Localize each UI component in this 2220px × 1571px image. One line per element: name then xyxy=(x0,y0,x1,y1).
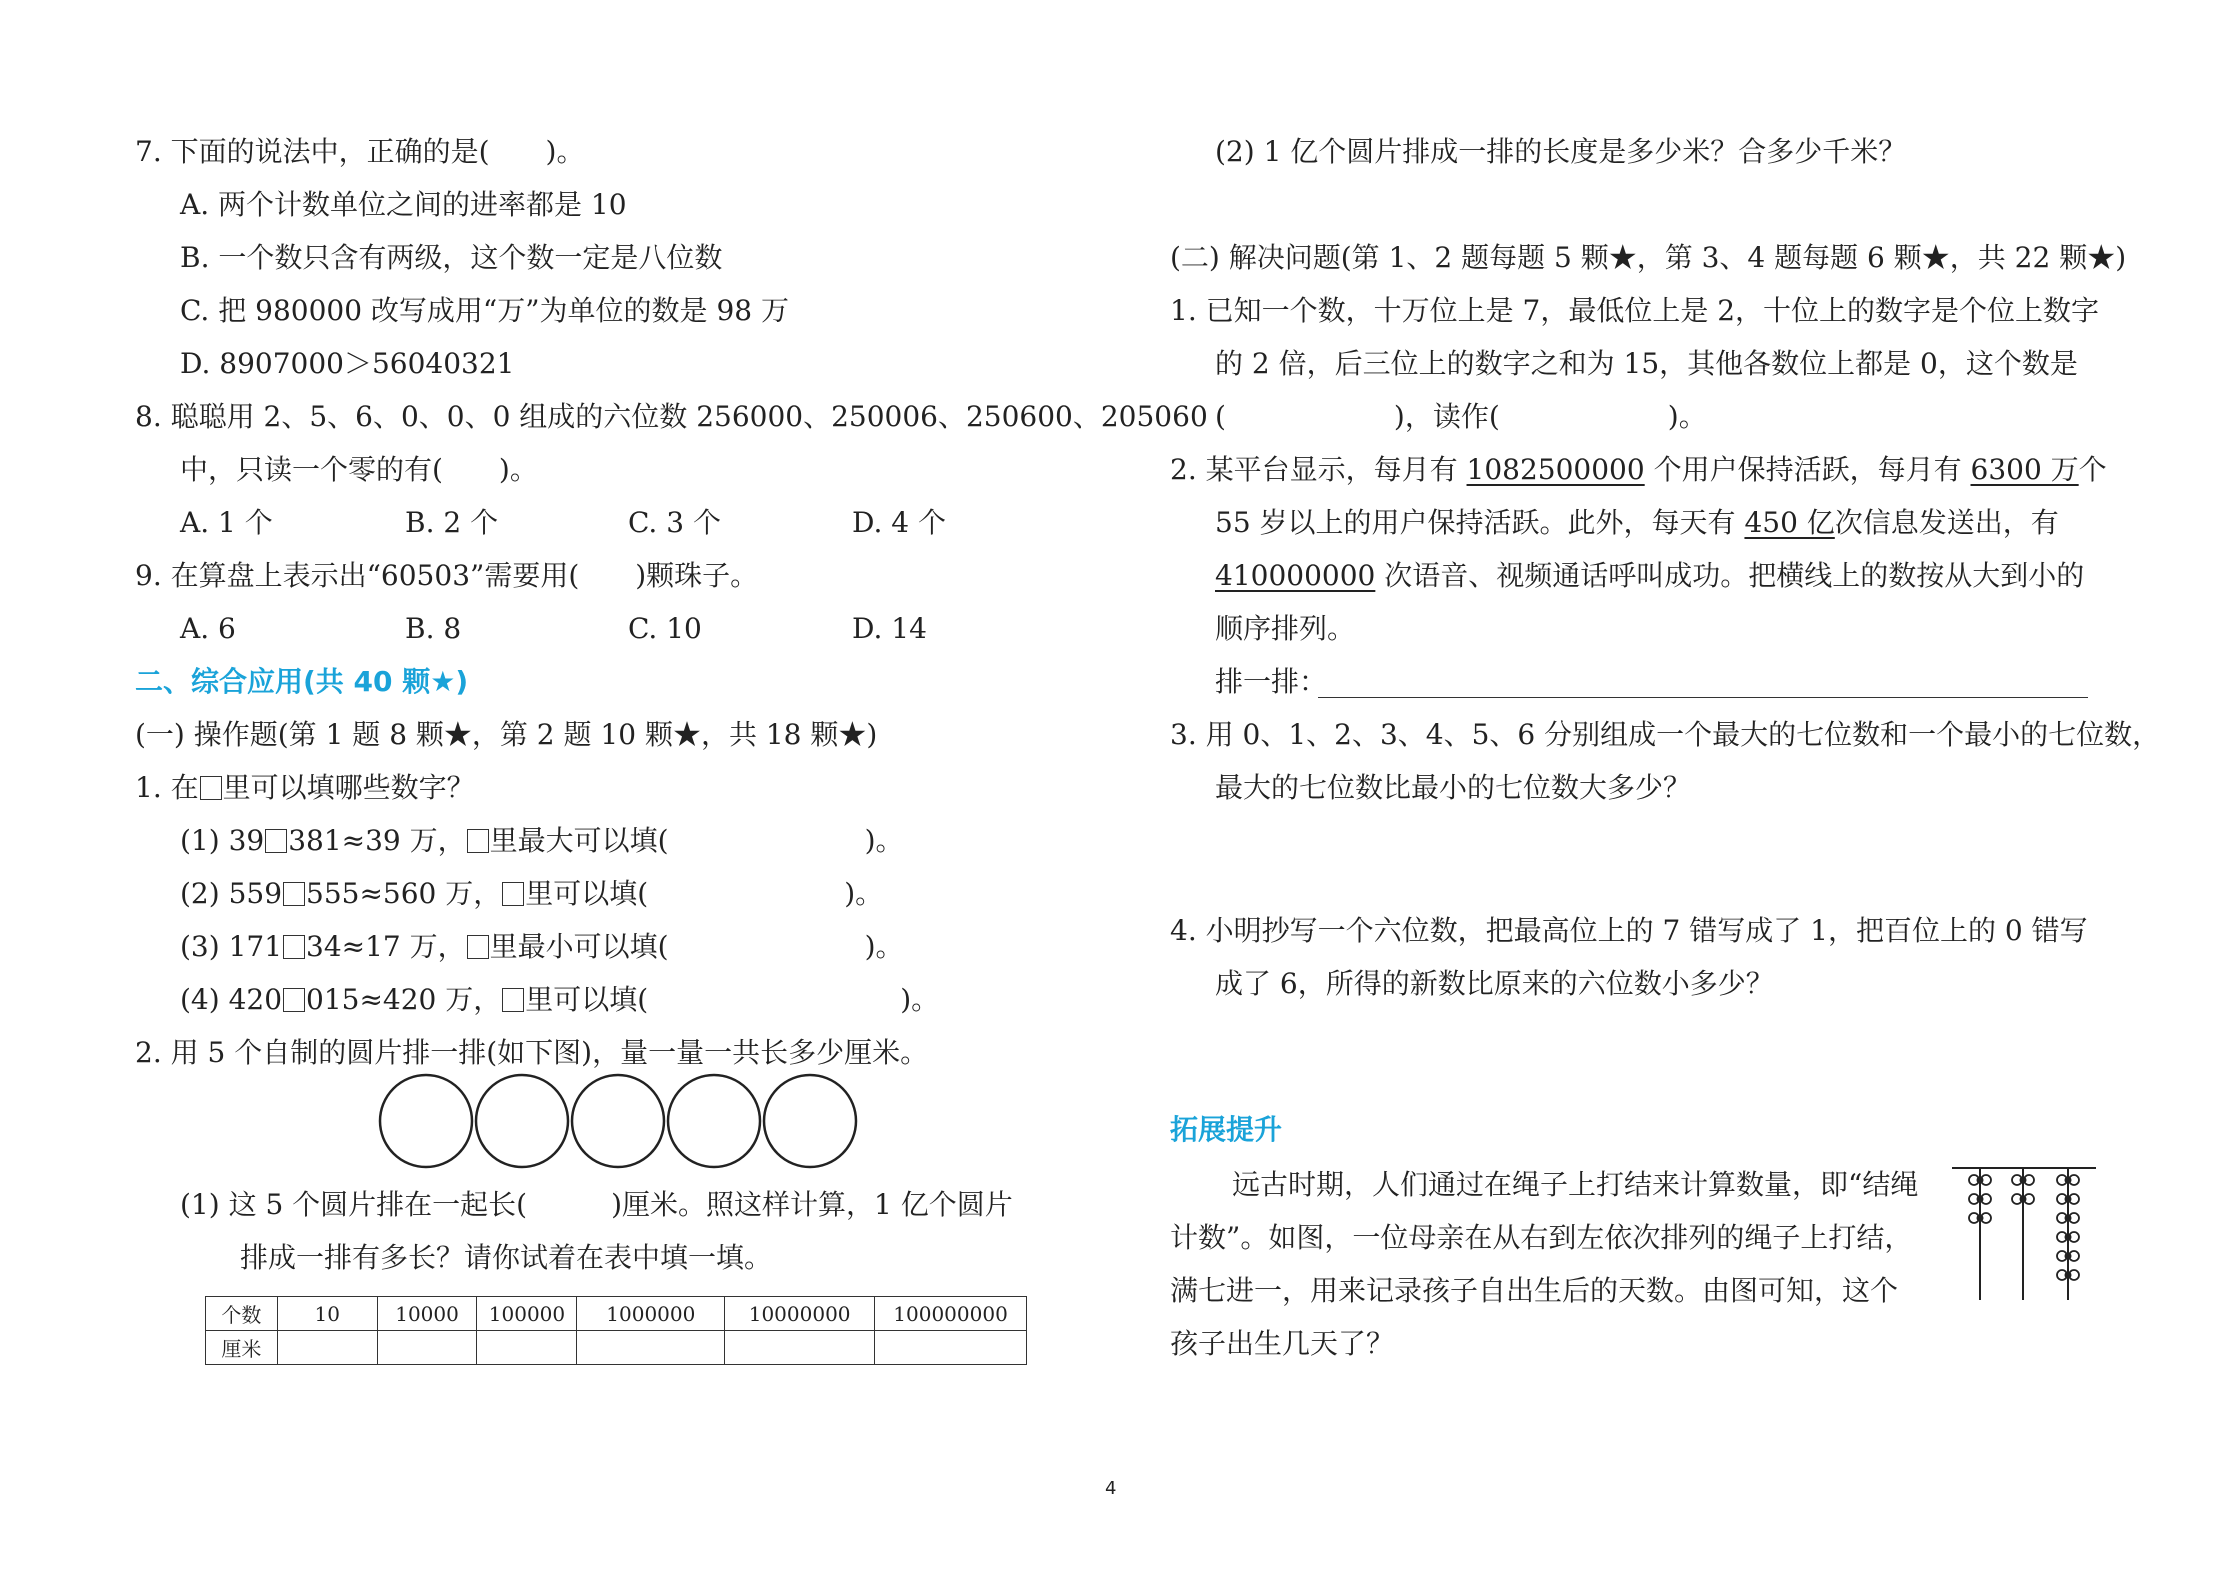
five-circles-figure xyxy=(375,1070,865,1172)
q8-stem-line1: 8. 聪聪用 2、5、6、0、0、0 组成的六位数 256000、250006、250600、205060 xyxy=(135,400,1208,433)
knot-icon xyxy=(1969,1213,1991,1223)
blank-box-icon xyxy=(502,882,524,906)
knot-icon xyxy=(1969,1175,1991,1185)
knot-icon xyxy=(2012,1194,2034,1204)
knot-icon xyxy=(2057,1251,2079,1261)
p1-item-3: (3) 171 34≈17 万， 里最小可以填( )。 xyxy=(180,930,904,963)
extension-heading: 拓展提升 xyxy=(1170,1113,1283,1146)
r2-line2: 55 岁以上的用户保持活跃。此外，每天有 450 亿次信息发送出，有 xyxy=(1215,506,2059,539)
r3-line1: 3. 用 0、1、2、3、4、5、6 分别组成一个最大的七位数和一个最小的七位数， xyxy=(1170,718,2161,751)
q7-option-b: B. 一个数只含有两级，这个数一定是八位数 xyxy=(180,241,723,274)
table-cell-blank[interactable] xyxy=(875,1331,1027,1365)
subsection-operations: (一) 操作题(第 1 题 8 颗★，第 2 题 10 颗★，共 18 颗★) xyxy=(135,718,878,751)
p1-stem: 1. 在 里可以填哪些数字？ xyxy=(135,771,475,804)
r1-line2: 的 2 倍，后三位上的数字之和为 15，其他各数位上都是 0，这个数是 xyxy=(1215,347,2078,380)
r2-sort-label: 排一排： xyxy=(1215,665,1328,698)
table-cell: 100000 xyxy=(477,1297,577,1331)
q8-option-a: A. 1 个 xyxy=(180,506,273,539)
r2-line4: 顺序排列。 xyxy=(1215,612,1356,645)
table-cell: 100000000 xyxy=(875,1297,1027,1331)
q8-option-c: C. 3 个 xyxy=(628,506,721,539)
circle-disc xyxy=(668,1075,760,1167)
blank-box-icon xyxy=(467,935,489,959)
q9-option-b: B. 8 xyxy=(405,612,462,645)
knot-icon xyxy=(2057,1194,2079,1204)
q7-option-d: D. 8907000＞56040321 xyxy=(180,347,515,380)
q9-stem: 9. 在算盘上表示出“60503”需要用( )颗珠子。 xyxy=(135,559,759,592)
q7-option-a: A. 两个计数单位之间的进率都是 10 xyxy=(180,188,627,221)
table-cell-blank[interactable] xyxy=(725,1331,875,1365)
section-heading-comprehensive: 二、综合应用(共 40 颗★) xyxy=(135,665,469,698)
r1-line3: ( )，读作( )。 xyxy=(1215,400,1707,433)
table-cell: 10 xyxy=(277,1297,377,1331)
blank-box-icon xyxy=(467,829,489,853)
underlined-number: 6300 万 xyxy=(1970,453,2079,486)
table-row xyxy=(206,1297,1027,1331)
r3-line2: 最大的七位数比最小的七位数大多少？ xyxy=(1215,771,1692,804)
p1-item-2: (2) 559 555≈560 万， 里可以填( )。 xyxy=(180,877,884,910)
circle-disc xyxy=(380,1075,472,1167)
underlined-number: 450 亿 xyxy=(1744,506,1835,539)
page-number: 4 xyxy=(1105,1478,1117,1499)
blank-box-icon xyxy=(283,935,305,959)
knot-icon xyxy=(2057,1175,2079,1185)
blank-box-icon xyxy=(200,776,222,800)
blank-box-icon xyxy=(283,988,305,1012)
r2-line1: 2. 某平台显示，每月有 1082500000 个用户保持活跃，每月有 6300 万个 xyxy=(1170,453,2107,486)
circle-disc xyxy=(764,1075,856,1167)
q9-option-d: D. 14 xyxy=(852,612,927,645)
p1-item-4: (4) 420 015≈420 万， 里可以填( )。 xyxy=(180,983,940,1016)
blank-box-icon xyxy=(265,829,287,853)
p2-sub1-line2: 排成一排有多长？请你试着在表中填一填。 xyxy=(240,1241,773,1274)
table-cell-blank[interactable] xyxy=(477,1331,577,1365)
ext-line3: 满七进一，用来记录孩子自出生后的天数。由图可知，这个 xyxy=(1170,1274,1899,1307)
table-cell: 10000 xyxy=(377,1297,477,1331)
p2-sub2: (2) 1 亿个圆片排成一排的长度是多少米？合多少千米？ xyxy=(1215,135,1907,168)
knot-rope-figure xyxy=(1950,1160,2100,1310)
table-cell: 1000000 xyxy=(577,1297,725,1331)
ext-line4: 孩子出生几天了？ xyxy=(1170,1327,1395,1360)
q8-option-b: B. 2 个 xyxy=(405,506,499,539)
table-cell: 10000000 xyxy=(725,1297,875,1331)
blank-box-icon xyxy=(502,988,524,1012)
table-row-header: 个数 xyxy=(206,1297,278,1331)
p2-stem: 2. 用 5 个自制的圆片排一排(如下图)，量一量一共长多少厘米。 xyxy=(135,1036,929,1069)
circle-disc xyxy=(476,1075,568,1167)
underlined-number: 1082500000 xyxy=(1466,453,1645,486)
subsection-solve-problems: (二) 解决问题(第 1、2 题每题 5 颗★，第 3、4 题每题 6 颗★，共 22 颗★) xyxy=(1170,241,2127,274)
ext-line2: 计数”。如图，一位母亲在从右到左依次排列的绳子上打结， xyxy=(1170,1221,1913,1254)
r2-line3: 410000000 次语音、视频通话呼叫成功。把横线上的数按从大到小的 xyxy=(1215,559,2085,592)
table-cell-blank[interactable] xyxy=(277,1331,377,1365)
q8-option-d: D. 4 个 xyxy=(852,506,946,539)
q7-stem: 7. 下面的说法中，正确的是( )。 xyxy=(135,135,585,168)
answer-line[interactable] xyxy=(1318,697,2088,698)
knot-icon xyxy=(2012,1175,2034,1185)
q8-stem-line2: 中，只读一个零的有( )。 xyxy=(180,453,538,486)
blank-box-icon xyxy=(283,882,305,906)
knot-icon xyxy=(1969,1194,1991,1204)
q7-option-c: C. 把 980000 改写成用“万”为单位的数是 98 万 xyxy=(180,294,789,327)
p1-item-1: (1) 39 381≈39 万， 里最大可以填( )。 xyxy=(180,824,904,857)
q9-option-a: A. 6 xyxy=(180,612,236,645)
length-table xyxy=(205,1296,1027,1365)
underlined-number: 410000000 xyxy=(1215,559,1376,592)
table-cell-blank[interactable] xyxy=(377,1331,477,1365)
table-row xyxy=(206,1331,1027,1365)
r1-line1: 1. 已知一个数，十万位上是 7，最低位上是 2，十位上的数字是个位上数字 xyxy=(1170,294,2100,327)
circle-disc xyxy=(572,1075,664,1167)
table-row-header: 厘米 xyxy=(206,1331,278,1365)
table-cell-blank[interactable] xyxy=(577,1331,725,1365)
p2-sub1-line1: (1) 这 5 个圆片排在一起长( )厘米。照这样计算，1 亿个圆片 xyxy=(180,1188,1013,1221)
r4-line1: 4. 小明抄写一个六位数，把最高位上的 7 错写成了 1，把百位上的 0 错写 xyxy=(1170,914,2088,947)
r4-line2: 成了 6，所得的新数比原来的六位数小多少？ xyxy=(1215,967,1774,1000)
ext-line1: 远古时期，人们通过在绳子上打结来计算数量，即“结绳 xyxy=(1232,1168,1919,1201)
knot-icon xyxy=(2057,1213,2079,1223)
knot-icon xyxy=(2057,1232,2079,1242)
q9-option-c: C. 10 xyxy=(628,612,702,645)
knot-icon xyxy=(2057,1270,2079,1280)
